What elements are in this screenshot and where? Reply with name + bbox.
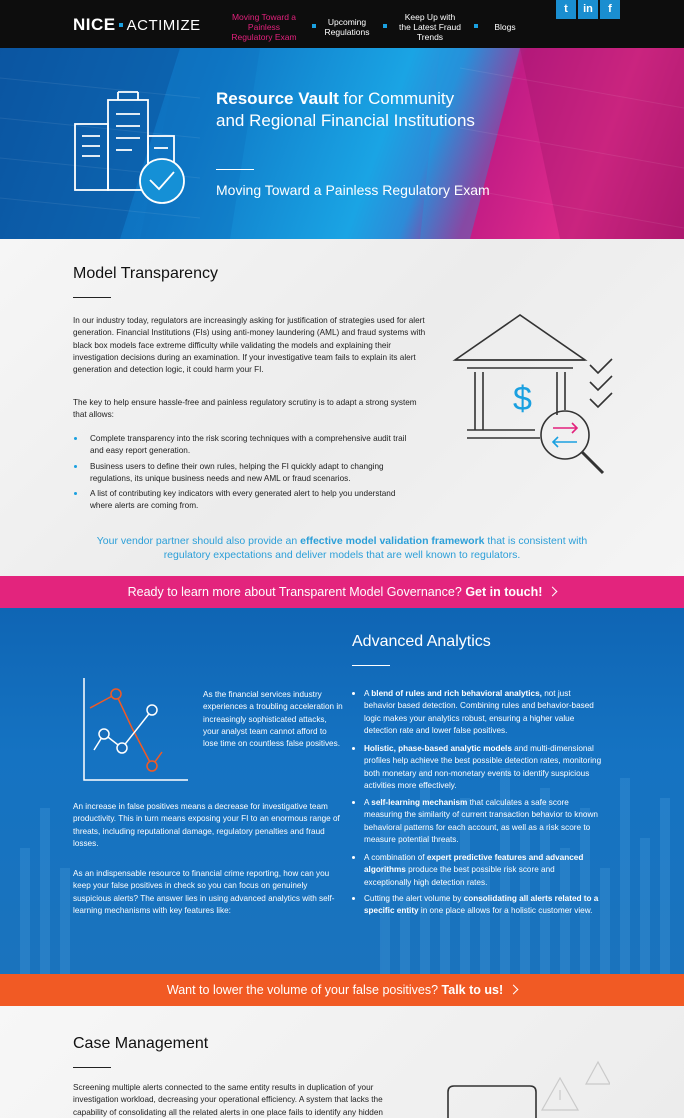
- nav-item-painless-regulatory-exam[interactable]: Moving Toward a Painless Regulatory Exam: [231, 12, 297, 42]
- nav-item-blogs[interactable]: Blogs: [494, 22, 516, 32]
- heading-divider: [73, 1067, 111, 1068]
- linkedin-icon[interactable]: in: [578, 0, 598, 19]
- list-item: Cutting the alert volume by consolidating all alerts related to a specific entity in one place allows for a holistic customer view.: [352, 893, 602, 918]
- top-navigation-bar: [0, 0, 684, 48]
- svg-text:$: $: [513, 380, 532, 418]
- nav-item-fraud-trends[interactable]: Keep Up with the Latest Fraud Trends: [399, 12, 461, 42]
- list-item: A blend of rules and rich behavioral analytics, not just behavior based detection. Combining rules and behavior-based logic makes your analytics robust, ensuring a higher value detection rate and lower false positives.: [352, 688, 602, 737]
- model-transparency-heading: Model Transparency: [73, 265, 218, 282]
- bank-magnifier-icon: [445, 310, 620, 485]
- nav-separator-dot: [383, 24, 387, 28]
- twitter-icon[interactable]: t: [556, 0, 576, 19]
- hero-title: Resource Vault for Community and Regional Financial Institutions: [216, 89, 475, 130]
- heading-divider: [73, 297, 111, 298]
- model-transparency-paragraph: The key to help ensure hassle-free and painless regulatory scrutiny is to adapt a strong system that allows:: [73, 398, 417, 420]
- advanced-analytics-heading: Advanced Analytics: [352, 633, 491, 650]
- case-alerts-icon: [440, 1058, 610, 1118]
- hero-subtitle: Moving Toward a Painless Regulatory Exam: [216, 182, 490, 198]
- nav-separator-dot: [474, 24, 478, 28]
- nav-item-upcoming-regulations[interactable]: Upcoming Regulations: [324, 17, 370, 37]
- talk-to-us-link[interactable]: Talk to us!: [441, 983, 504, 997]
- list-item: Business users to define their own rules, helping the FI quickly adapt to changing regulations, its unique business needs and new AML or fraud scenarios.: [73, 461, 413, 486]
- list-item: A self-learning mechanism that calculates a safe score measuring the similarity of current transaction behavior to known behavioral patterns for each account, as well as a risk score to measure potential threats.: [352, 797, 602, 846]
- nav-separator-dot: [312, 24, 316, 28]
- case-management-heading: Case Management: [73, 1035, 209, 1052]
- chevron-right-icon: [548, 587, 558, 597]
- list-item: A combination of expert predictive features and advanced algorithms produce the best possible risk score and exceptionally high detection rates.: [352, 852, 602, 889]
- list-item: Holistic, phase-based analytic models and multi-dimensional profiles help achieve the best possible detection rates, monitoring both monetary and non-monetary events to identify suspicious activities more effectively.: [352, 743, 602, 792]
- get-in-touch-banner[interactable]: Ready to learn more about Transparent Model Governance? Get in touch!: [0, 576, 684, 608]
- case-management-paragraph: Screening multiple alerts connected to the same entity results in duplication of your investigation workload, decreasing your operational efficiency. A system that lacks the capability of consolidating all the related alerts in one place fails to identify any hidden: [73, 1083, 383, 1117]
- talk-to-us-banner[interactable]: Want to lower the volume of your false positives? Talk to us!: [0, 974, 684, 1006]
- list-item: Complete transparency into the risk scoring techniques with a comprehensive audit trail and easy report generation.: [73, 433, 413, 458]
- list-item: A list of contributing key indicators with every generated alert to help you understand where alerts are coming from.: [73, 488, 413, 513]
- hero-banner: [0, 48, 684, 239]
- line-chart-icon: [72, 676, 190, 782]
- advanced-analytics-intro: As the financial services industry experiences a troubling acceleration in increasingly sophisticated attacks, your analyst team cannot afford to lose time on countless false positives.: [203, 690, 343, 749]
- vendor-partner-quote: Your vendor partner should also provide an effective model validation framework that is consistent with regulatory expectations and deliver models that are well known to regulators.: [96, 535, 588, 561]
- chevron-right-icon: [509, 985, 519, 995]
- advanced-analytics-paragraph: As an indispensable resource to financial crime reporting, how can you keep your false positives in check so you can focus on genuinely suspicious alerts? The answer lies in using advanced analytics with self-learning mechanisms with key features like:: [73, 869, 335, 915]
- nice-actimize-logo[interactable]: NICE ACTIMIZE: [73, 15, 201, 34]
- model-transparency-paragraph: In our industry today, regulators are increasingly asking for justification of strategies used for alert generation. Financial Institutions (FIs) using anti-money laundering (AML) and fraud systems with black box models face extreme difficulty while validating the models and explaining their investigation decisions during an examination. If your investigative team fails to explain its alert generation and detection logic, it could harm your FI.: [73, 316, 426, 375]
- facebook-icon[interactable]: f: [600, 0, 620, 19]
- buildings-checkmark-icon: [70, 86, 190, 239]
- advanced-analytics-paragraph: An increase in false positives means a decrease for investigative team productivity. This in turn means exposing your FI to an enormous range of threats, including reputational damage, regulatory penalties and fraud losses.: [73, 802, 340, 848]
- hero-divider: [216, 169, 254, 170]
- get-in-touch-link[interactable]: Get in touch!: [465, 585, 543, 599]
- heading-divider: [352, 665, 390, 666]
